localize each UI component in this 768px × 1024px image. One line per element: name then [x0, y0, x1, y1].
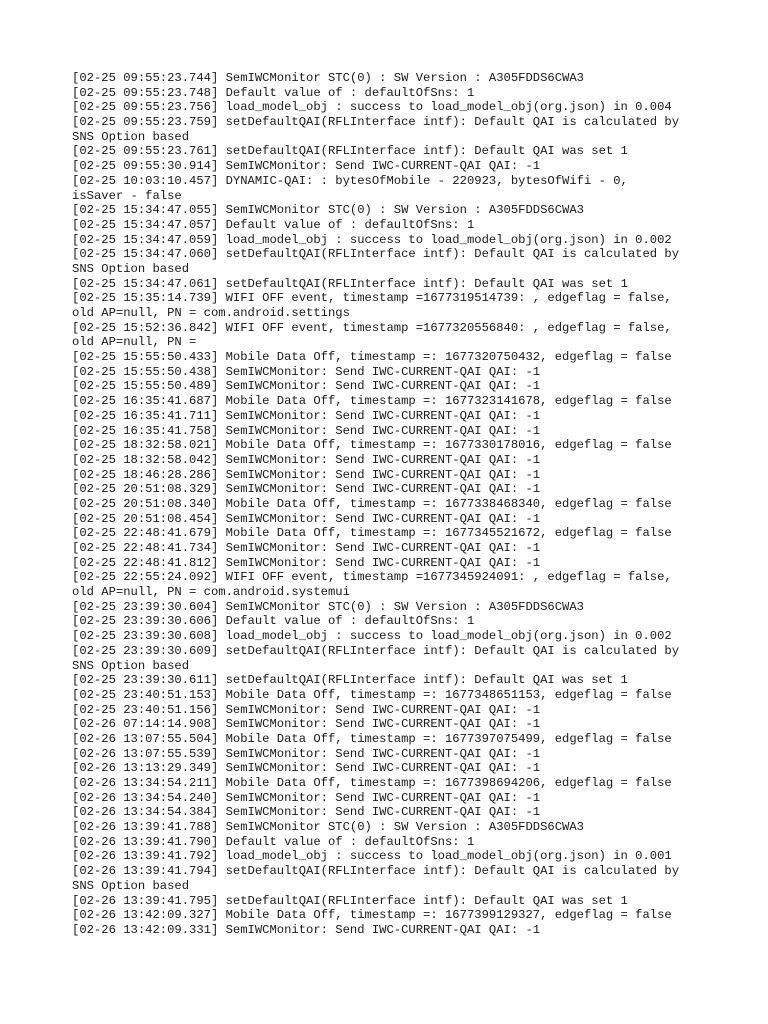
log-line: old AP=null, PN = com.android.systemui: [72, 585, 350, 600]
log-line: [02-26 13:39:41.792] load_model_obj : success to load_model_obj(org.json) in 0.001: [72, 849, 672, 864]
log-line: [02-25 23:40:51.156] SemIWCMonitor: Send IWC-CURRENT-QAI QAI: -1: [72, 702, 541, 717]
log-line: [02-26 07:14:14.908] SemIWCMonitor: Send IWC-CURRENT-QAI QAI: -1: [72, 717, 541, 732]
log-line: [02-26 13:42:09.327] Mobile Data Off, timestamp =: 1677399129327, edgeflag = false: [72, 908, 672, 923]
log-line: [02-25 10:03:10.457] DYNAMIC-QAI: : bytesOfMobile - 220923, bytesOfWifi - 0,: [72, 173, 628, 188]
log-line: [02-25 18:32:58.042] SemIWCMonitor: Send IWC-CURRENT-QAI QAI: -1: [72, 452, 541, 467]
log-line: [02-25 15:55:50.433] Mobile Data Off, timestamp =: 1677320750432, edgeflag = false: [72, 350, 672, 365]
log-line: [02-25 15:52:36.842] WIFI OFF event, timestamp =1677320556840: , edgeflag = false,: [72, 320, 672, 335]
log-line: [02-25 23:39:30.606] Default value of : defaultOfSns: 1: [72, 614, 475, 629]
log-line: SNS Option based: [72, 261, 190, 276]
log-line: SNS Option based: [72, 129, 190, 144]
log-line: [02-25 09:55:23.744] SemIWCMonitor STC(0) : SW Version : A305FDDS6CWA3: [72, 71, 584, 85]
log-line: [02-25 09:55:23.756] load_model_obj : success to load_model_obj(org.json) in 0.004: [72, 100, 672, 115]
log-line: [02-25 22:48:41.734] SemIWCMonitor: Send IWC-CURRENT-QAI QAI: -1: [72, 541, 541, 555]
log-line: [02-25 15:34:47.061] setDefaultQAI(RFLInterface intf): Default QAI was set 1: [72, 276, 628, 291]
log-line: SNS Option based: [72, 878, 190, 893]
log-line: [02-26 13:39:41.795] setDefaultQAI(RFLInterface intf): Default QAI was set 1: [72, 893, 628, 908]
log-line: [02-26 13:07:55.539] SemIWCMonitor: Send IWC-CURRENT-QAI QAI: -1: [72, 746, 541, 761]
log-line: [02-26 13:34:54.240] SemIWCMonitor: Send IWC-CURRENT-QAI QAI: -1: [72, 790, 541, 805]
log-line: isSaver - false: [72, 188, 182, 203]
log-line: old AP=null, PN = com.android.settings: [72, 306, 350, 320]
log-line: [02-25 16:35:41.711] SemIWCMonitor: Send IWC-CURRENT-QAI QAI: -1: [72, 408, 541, 423]
log-line: [02-25 20:51:08.340] Mobile Data Off, timestamp =: 1677338468340, edgeflag = false: [72, 496, 672, 511]
log-line: [02-26 13:39:41.794] setDefaultQAI(RFLInterface intf): Default QAI is calculated by: [72, 864, 680, 879]
log-text-block: [72, 71, 702, 938]
log-line: [02-26 13:34:54.211] Mobile Data Off, timestamp =: 1677398694206, edgeflag = false: [72, 776, 672, 790]
log-line: [02-25 23:39:30.611] setDefaultQAI(RFLInterface intf): Default QAI was set 1: [72, 673, 628, 688]
log-line: [02-25 15:34:47.057] Default value of : defaultOfSns: 1: [72, 217, 475, 232]
log-line: [02-26 13:39:41.788] SemIWCMonitor STC(0) : SW Version : A305FDDS6CWA3: [72, 820, 584, 835]
log-line: [02-26 13:07:55.504] Mobile Data Off, timestamp =: 1677397075499, edgeflag = false: [72, 731, 672, 746]
log-line: [02-25 20:51:08.454] SemIWCMonitor: Send IWC-CURRENT-QAI QAI: -1: [72, 511, 541, 526]
log-line: [02-25 20:51:08.329] SemIWCMonitor: Send IWC-CURRENT-QAI QAI: -1: [72, 482, 541, 497]
log-line: [02-25 22:55:24.092] WIFI OFF event, timestamp =1677345924091: , edgeflag = false,: [72, 570, 672, 585]
log-line: [02-25 16:35:41.758] SemIWCMonitor: Send IWC-CURRENT-QAI QAI: -1: [72, 423, 541, 438]
log-line: [02-26 13:13:29.349] SemIWCMonitor: Send IWC-CURRENT-QAI QAI: -1: [72, 761, 541, 776]
log-line: [02-25 22:48:41.679] Mobile Data Off, timestamp =: 1677345521672, edgeflag = false: [72, 526, 672, 541]
log-line: [02-25 16:35:41.687] Mobile Data Off, timestamp =: 1677323141678, edgeflag = false: [72, 394, 672, 409]
log-line: [02-25 09:55:23.761] setDefaultQAI(RFLInterface intf): Default QAI was set 1: [72, 144, 628, 159]
log-line: [02-25 23:39:30.604] SemIWCMonitor STC(0) : SW Version : A305FDDS6CWA3: [72, 599, 584, 614]
log-line: [02-25 18:46:28.286] SemIWCMonitor: Send IWC-CURRENT-QAI QAI: -1: [72, 467, 541, 482]
log-line: [02-25 15:34:47.060] setDefaultQAI(RFLInterface intf): Default QAI is calculated by: [72, 247, 680, 262]
log-line: [02-26 13:39:41.790] Default value of : defaultOfSns: 1: [72, 834, 475, 849]
log-line: [02-25 15:35:14.739] WIFI OFF event, timestamp =1677319514739: , edgeflag = false,: [72, 291, 672, 306]
log-line: old AP=null, PN =: [72, 335, 197, 350]
log-line: [02-26 13:42:09.331] SemIWCMonitor: Send IWC-CURRENT-QAI QAI: -1: [72, 922, 541, 937]
log-line: [02-25 23:40:51.153] Mobile Data Off, timestamp =: 1677348651153, edgeflag = false: [72, 687, 672, 702]
log-line: [02-25 15:55:50.438] SemIWCMonitor: Send IWC-CURRENT-QAI QAI: -1: [72, 364, 541, 379]
log-line: [02-25 09:55:23.759] setDefaultQAI(RFLInterface intf): Default QAI is calculated by: [72, 115, 680, 130]
log-line: [02-25 15:34:47.055] SemIWCMonitor STC(0) : SW Version : A305FDDS6CWA3: [72, 203, 584, 218]
log-line: SNS Option based: [72, 658, 190, 673]
log-line: [02-26 13:34:54.384] SemIWCMonitor: Send IWC-CURRENT-QAI QAI: -1: [72, 805, 541, 820]
log-line: [02-25 23:39:30.609] setDefaultQAI(RFLInterface intf): Default QAI is calculated by: [72, 643, 680, 658]
log-line: [02-25 15:55:50.489] SemIWCMonitor: Send IWC-CURRENT-QAI QAI: -1: [72, 379, 541, 394]
log-line: [02-25 15:34:47.059] load_model_obj : success to load_model_obj(org.json) in 0.002: [72, 232, 672, 247]
log-line: [02-25 18:32:58.021] Mobile Data Off, timestamp =: 1677330178016, edgeflag = false: [72, 438, 672, 453]
log-line: [02-25 09:55:30.914] SemIWCMonitor: Send IWC-CURRENT-QAI QAI: -1: [72, 159, 541, 174]
log-line: [02-25 23:39:30.608] load_model_obj : success to load_model_obj(org.json) in 0.002: [72, 629, 672, 644]
log-line: [02-25 22:48:41.812] SemIWCMonitor: Send IWC-CURRENT-QAI QAI: -1: [72, 555, 541, 570]
log-line: [02-25 09:55:23.748] Default value of : defaultOfSns: 1: [72, 85, 475, 100]
